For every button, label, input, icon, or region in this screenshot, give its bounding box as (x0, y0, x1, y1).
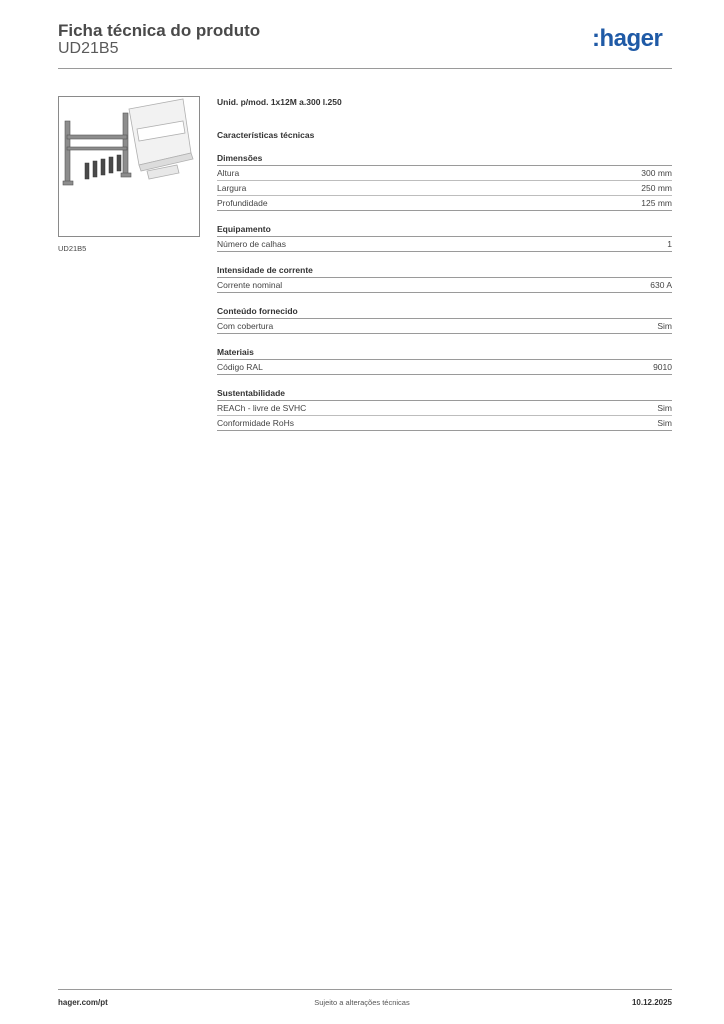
spec-label: REACh - livre de SVHC (217, 403, 307, 413)
spec-value: Sim (657, 418, 672, 428)
page-title: Ficha técnica do produto (58, 21, 261, 40)
product-code: UD21B5 (58, 40, 119, 57)
spec-group-title: Materiais (217, 347, 672, 360)
spec-label: Com cobertura (217, 321, 274, 331)
footer-date: 10.12.2025 (631, 998, 672, 1007)
image-caption: UD21B5 (58, 244, 87, 253)
header-divider (58, 68, 672, 69)
spec-label: Largura (217, 183, 247, 193)
spec-label: Altura (217, 168, 240, 178)
spec-label: Código RAL (217, 362, 263, 372)
spec-value: 630 A (650, 280, 672, 290)
spec-group-title: Sustentabilidade (217, 388, 672, 401)
spec-row (217, 401, 672, 416)
spec-group (217, 153, 672, 211)
footer-website[interactable]: hager.com/pt (58, 998, 108, 1007)
spec-value: Sim (657, 321, 672, 331)
spec-row (217, 319, 672, 334)
product-name: Unid. p/mod. 1x12M a.300 l.250 (217, 97, 342, 107)
spec-label: Corrente nominal (217, 280, 283, 290)
spec-group (217, 306, 672, 334)
spec-row (217, 360, 672, 375)
spec-value: 250 mm (641, 183, 672, 193)
spec-value: 9010 (653, 362, 672, 372)
spec-group (217, 388, 672, 431)
footer-divider (58, 989, 672, 990)
spec-row (217, 278, 672, 293)
spec-row (217, 166, 672, 181)
spec-value: 1 (667, 239, 672, 249)
spec-group-title: Dimensões (217, 153, 672, 166)
spec-row (217, 196, 672, 211)
spec-row (217, 416, 672, 431)
spec-group-title: Conteúdo fornecido (217, 306, 672, 319)
spec-group-title: Equipamento (217, 224, 672, 237)
spec-label: Conformidade RoHs (217, 418, 295, 428)
footer-notice: Sujeito a alterações técnicas (314, 998, 410, 1007)
spec-groups (217, 153, 672, 431)
specs-panel (217, 97, 672, 431)
spec-value: Sim (657, 403, 672, 413)
spec-group (217, 224, 672, 252)
product-illustration (59, 97, 199, 236)
spec-value: 125 mm (641, 198, 672, 208)
spec-value: 300 mm (641, 168, 672, 178)
spec-row (217, 181, 672, 196)
hager-logo: :hager (592, 25, 663, 52)
spec-group (217, 265, 672, 293)
spec-label: Número de calhas (217, 239, 286, 249)
spec-label: Profundidade (217, 198, 268, 208)
section-heading: Características técnicas (217, 130, 315, 140)
logo-text: hager (599, 25, 663, 52)
spec-group-title: Intensidade de corrente (217, 265, 672, 278)
product-image (58, 96, 200, 237)
spec-row (217, 237, 672, 252)
spec-group (217, 347, 672, 375)
